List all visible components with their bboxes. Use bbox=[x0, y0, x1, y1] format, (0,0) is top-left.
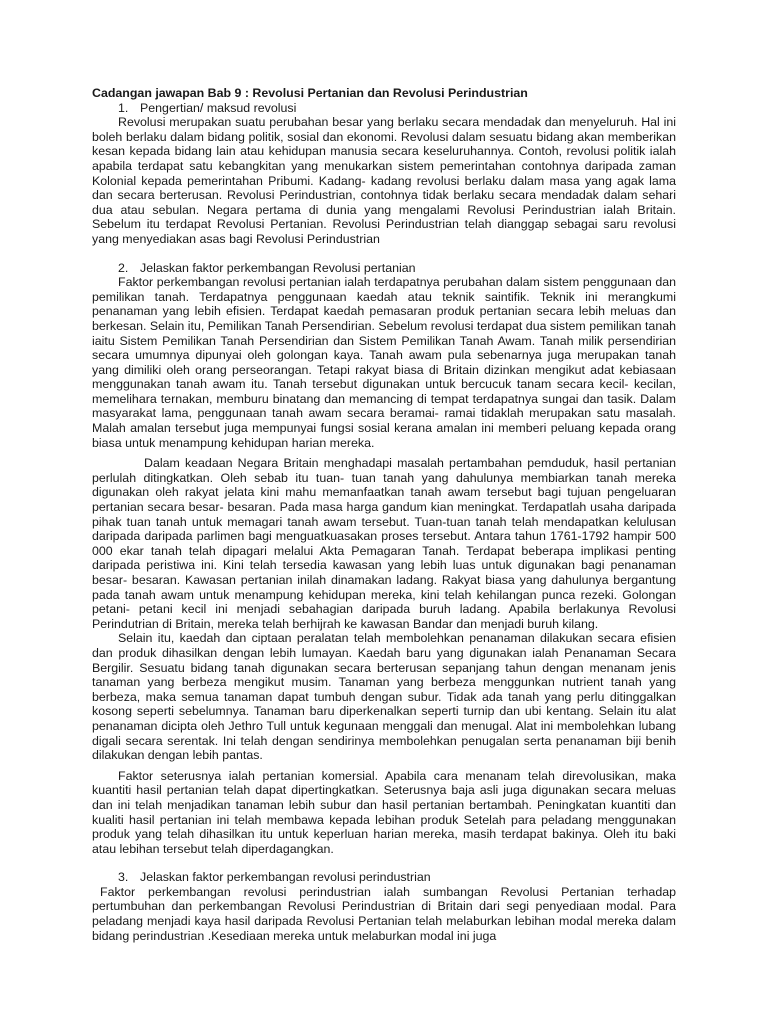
document-page bbox=[92, 86, 676, 943]
section-2-paragraph-1: Faktor perkembangan revolusi pertanian ialah terdapatnya perubahan dalam sistem penggunaan dan pemilikan tanah. Terdapatnya penggunaan kaedah atau teknik saintifik. Teknik ini merangkumi penanaman yang lebih efisien. Terdapat kaedah pemasaran produk pertanian secara lebih meluas dan berkesan. Selain itu, Pemilikan Tanah Persendirian. Sebelum revolusi terdapat dua sistem pemilikan tanah iaitu Sistem Pemilikan Tanah Persendirian dan Sistem Pemilikan Tanah Awam. Tanah milik persendirian secara umumnya dipunyai oleh golongan kaya. Tanah awam pula sebenarnya juga merupakan tanah yang dimiliki oleh orang perseorangan. Tetapi rakyat biasa di Britain dizinkan mengikut adat kebiasaan menggunakan tanah awam itu. Tanah tersebut digunakan untuk bercucuk tanam secara kecil- kecilan, memelihara ternakan, memburu binatang dan memancing di tempat terdapatnya sungai dan tasik. Dalam masyarakat lama, penggunaan tanah awam secara beramai- ramai tidaklah merupakan satu masalah. Malah amalan tersebut juga mempunyai fungsi sosial kerana amalan ini memberi peluang kepada orang biasa untuk menampung kehidupan harian mereka. bbox=[92, 275, 676, 450]
section-1-number: 1. bbox=[118, 100, 129, 115]
document-title: Cadangan jawapan Bab 9 : Revolusi Pertanian dan Revolusi Perindustrian bbox=[92, 86, 528, 100]
section-3-heading-text: Jelaskan faktor perkembangan revolusi perindustrian bbox=[140, 870, 431, 885]
section-1-heading-text: Pengertian/ maksud revolusi bbox=[140, 100, 297, 115]
section-3-heading bbox=[92, 870, 676, 885]
section-2-paragraph-4: Faktor seterusnya ialah pertanian komersial. Apabila cara menanam telah direvolusikan, maka kuantiti hasil pertanian telah dapat dipertingkatkan. Seterusnya baja asli juga digunakan secara meluas dan ini telah menjadikan tanaman lebih subur dan hasil pertanian bertambah. Peningkatan kuantiti dan kualiti hasil pertanian ini telah membawa kepada lebihan produk Setelah para peladang menggunakan produk yang telah dihasilkan itu untuk keperluan harian mereka, masih terdapat bakinya. Oleh itu baki atau lebihan tersebut telah diperdagangkan. bbox=[92, 768, 676, 856]
section-2-paragraph-3: Selain itu, kaedah dan ciptaan peralatan telah membolehkan penanaman dilakukan secara efisien dan produk dihasilkan dengan lebih lumayan. Kaedah baru yang digunakan ialah Penanaman Secara Bergilir. Sesuatu bidang tanah digunakan secara berterusan sepanjang tahun dengan menanam jenis tanaman yang berbeza mengikut musim. Tanaman yang berbeza menggunkan nutrient tanah yang berbeza, maka semua tanaman dapat tumbuh dengan subur. Tidak ada tanah yang perlu ditinggalkan kosong seperti sebelumnya. Tanaman baru diperkenalkan seperti turnip dan ubi kentang. Selain itu alat penanaman dicipta oleh Jethro Tull untuk kegunaan menggali dan menugal. Alat ini membolehkan lubang digali secara serentak. Ini telah dengan sendirinya membolehkan penugalan serta penanaman biji benih dilakukan dengan lebih pantas. bbox=[92, 631, 676, 763]
section-1-paragraph-1: Revolusi merupakan suatu perubahan besar yang berlaku secara mendadak dan menyeluruh. Hal ini boleh berlaku dalam bidang politik, sosial dan ekonomi. Revolusi dalam sesuatu bidang akan memberikan kesan kepada bidang lain atau kehidupan manusia secara keseluruhannya. Contoh, revolusi politik ialah apabila terdapat satu kebangkitan yang menukarkan sistem pemerintahan contohnya daripada zaman Kolonial kepada pemerintahan Pribumi. Kadang- kadang revolusi berlaku dalam masa yang agak lama dan secara berterusan. Revolusi Perindustrian, contohnya tidak berlaku secara mendadak dalam sehari dua atau sebulan. Negara pertama di dunia yang mengalami Revolusi Perindustrian ialah Britain. Sebelum itu terdapat Revolusi Pertanian. Revolusi Perindustrian telah dianggap sebagai saru revolusi yang menyediakan asas bagi Revolusi Perindustrian bbox=[92, 115, 676, 246]
section-2-number: 2. bbox=[118, 260, 129, 275]
section-3-number: 3. bbox=[118, 870, 129, 885]
section-2-paragraph-2: Dalam keadaan Negara Britain menghadapi masalah pertambahan pemduduk, hasil pertanian perlulah ditingkatkan. Oleh sebab itu tuan- tuan tanah yang dahulunya membiarkan tanah mereka digunakan oleh rakyat jelata kini mahu memanfaatkan tanah awam tersebut bagi tujuan pengeluaran pertanian secara besar- besaran. Pada masa harga gandum kian meningkat. Terdapatlah usaha daripada pihak tuan tanah untuk memagari tanah awam tersebut. Tuan-tuan tanah telah mendapatkan kelulusan daripada daripada parlimen bagi menguatkuasakan proses tersebut. Antara tahun 1761-1792 hampir 500 000 ekar tanah telah dipagari melalui Akta Pemagaran Tanah. Terdapat beberapa implikasi penting daripada peristiwa ini. Kini telah tersedia kawasan yang lebih luas untuk digunakan bagi penanaman besar- besaran. Kawasan pertanian inilah dinamakan ladang. Rakyat biasa yang dahulunya bergantung pada tanah awam untuk menampung kehidupan mereka, kini telah kehilangan punca rezeki. Golongan petani- petani kecil ini menjadi sebahagian daripada buruh ladang. Apabila berlakunya Revolusi Perindutrian di Britain, mereka telah berhijrah ke kawasan Bandar dan menjadi buruh kilang. bbox=[92, 456, 676, 631]
section-2-heading-text: Jelaskan faktor perkembangan Revolusi pertanian bbox=[140, 260, 416, 275]
section-1-heading bbox=[92, 101, 676, 116]
section-2-heading bbox=[92, 261, 676, 276]
section-3-paragraph-1: Faktor perkembangan revolusi perindustrian ialah sumbangan Revolusi Pertanian terhadap pertumbuhan dan perkembangan Revolusi Perindustrian di Britain dari segi penyediaan modal. Para peladang menjadi kaya hasil daripada Revolusi Pertanian telah melaburkan lebihan modal mereka dalam bidang perindustrian .Kesediaan mereka untuk melaburkan modal ini juga bbox=[92, 884, 676, 943]
